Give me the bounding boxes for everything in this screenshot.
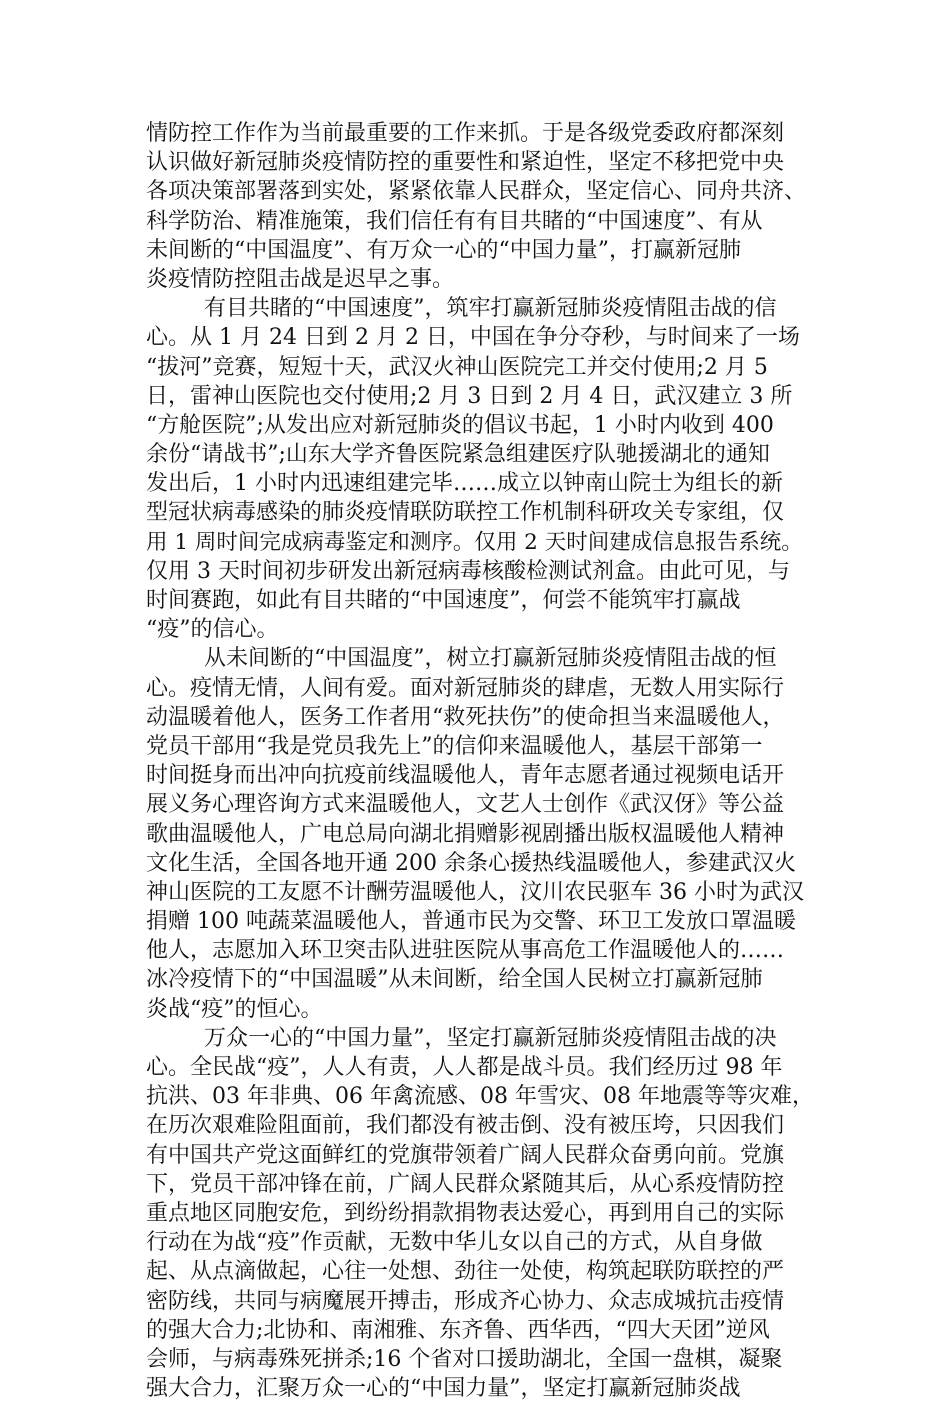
- text-line: 未间断的“中国温度”、有万众一心的“中国力量”，打赢新冠肺: [146, 237, 741, 263]
- text-line: 歌曲温暖他人，广电总局向湖北捐赠影视剧播出版权温暖他人精神: [146, 821, 785, 847]
- text-line: 神山医院的工友愿不计酬劳温暖他人，汶川农民驱车 36 小时为武汉: [146, 879, 804, 905]
- text-line: 炎战“疫”的恒心。: [146, 996, 323, 1022]
- text-line: 会师，与病毒殊死拼杀;16 个省对口援助湖北，全国一盘棋，凝聚: [146, 1346, 783, 1372]
- text-line: 用 1 周时间完成病毒鉴定和测序。仅用 2 天时间建成信息报告系统。: [146, 529, 803, 555]
- text-line: 密防线，共同与病魔展开搏击，形成齐心协力、众志成城抗击疫情: [146, 1288, 785, 1314]
- paragraph-start-line: 从未间断的“中国温度”，树立打赢新冠肺炎疫情阻击战的恒: [204, 646, 777, 672]
- text-line: 强大合力，汇聚万众一心的“中国力量”，坚定打赢新冠肺炎战: [146, 1376, 741, 1402]
- text-line: 有中国共产党这面鲜红的党旗带领着广阔人民群众奋勇向前。党旗: [146, 1142, 785, 1168]
- text-line: 重点地区同胞安危，到纷纷捐款捐物表达爱心，再到用自己的实际: [146, 1200, 785, 1226]
- document-body: [146, 119, 814, 1403]
- text-line: 的强大合力;北协和、南湘雅、东齐鲁、西华西，“四大天团”逆风: [146, 1317, 770, 1343]
- text-line: 日，雷神山医院也交付使用;2 月 3 日到 2 月 4 日，武汉建立 3 所: [146, 383, 793, 409]
- text-line: “疫”的信心。: [146, 617, 279, 643]
- text-line: “方舱医院”;从发出应对新冠肺炎的倡议书起，1 小时内收到 400: [146, 412, 774, 438]
- text-line: 各项决策部署落到实处，紧紧依靠人民群众，坚定信心、同舟共济、: [146, 179, 807, 205]
- text-line: 文化生活，全国各地开通 200 余条心援热线温暖他人，参建武汉火: [146, 850, 796, 876]
- text-line: 心。从 1 月 24 日到 2 月 2 日，中国在争分夺秒，与时间来了一场: [146, 325, 800, 351]
- text-line: 捐赠 100 吨蔬菜温暖他人，普通市民为交警、环卫工发放口罩温暖: [146, 909, 796, 935]
- text-line: 抗洪、03 年非典、06 年禽流感、08 年雪灾、08 年地震等等灾难，: [146, 1084, 814, 1110]
- text-line: 时间赛跑，如此有目共睹的“中国速度”，何尝不能筑牢打赢战: [146, 588, 741, 613]
- text-line: 情防控工作作为当前最重要的工作来抓。于是各级党委政府都深刻: [146, 121, 785, 146]
- text-line: 行动在为战“疫”作贡献，无数中华儿女以自己的方式，从自身做: [146, 1230, 763, 1256]
- text-line: 心。疫情无情，人间有爱。面对新冠肺炎的肆虐，无数人用实际行: [146, 675, 785, 701]
- text-line: 展义务心理咨询方式来温暖他人，文艺人士创作《武汉伢》等公益: [146, 792, 785, 818]
- text-line: 科学防治、精准施策，我们信任有有目共睹的“中国速度”、有从: [146, 208, 763, 234]
- text-line: 炎疫情防控阻击战是迟早之事。: [146, 266, 455, 292]
- text-line: 他人，志愿加入环卫突击队进驻医院从事高危工作温暖他人的……: [146, 938, 785, 964]
- text-line: 心。全民战“疫”，人人有责，人人都是战斗员。我们经历过 98 年: [146, 1055, 783, 1080]
- text-line: 在历次艰难险阻面前，我们都没有被击倒、没有被压垮，只因我们: [146, 1113, 785, 1139]
- text-line: 认识做好新冠肺炎疫情防控的重要性和紧迫性，坚定不移把党中央: [146, 150, 785, 176]
- text-line: 冰冷疫情下的“中国温暖”从未间断，给全国人民树立打赢新冠肺: [146, 967, 763, 993]
- text-line: 起、从点滴做起，心往一处想、劲往一处使，构筑起联防联控的严: [146, 1259, 785, 1285]
- text-line: 时间挺身而出冲向抗疫前线温暖他人，青年志愿者通过视频电话开: [146, 763, 785, 789]
- text-line: 动温暖着他人，医务工作者用“救死扶伤”的使命担当来温暖他人，: [146, 704, 785, 730]
- text-line: 仅用 3 天时间初步研发出新冠病毒核酸检测试剂盒。由此可见，与: [146, 558, 790, 584]
- text-line: 下，党员干部冲锋在前，广阔人民群众紧随其后，从心系疫情防控: [146, 1171, 785, 1197]
- paragraph-start-line: 有目共睹的“中国速度”，筑牢打赢新冠肺炎疫情阻击战的信: [204, 296, 777, 322]
- text-line: 余份“请战书”;山东大学齐鲁医院紧急组建医疗队驰援湖北的通知: [146, 442, 770, 468]
- text-line: “拔河”竞赛，短短十天，武汉火神山医院完工并交付使用;2 月 5: [146, 354, 768, 380]
- paragraph-start-line: 万众一心的“中国力量”，坚定打赢新冠肺炎疫情阻击战的决: [204, 1025, 777, 1051]
- text-line: 发出后，1 小时内迅速组建完毕……成立以钟南山院士为组长的新: [146, 471, 783, 497]
- text-line: 型冠状病毒感染的肺炎疫情联防联控工作机制科研攻关专家组，仅: [146, 500, 785, 526]
- text-line: 党员干部用“我是党员我先上”的信仰来温暖他人，基层干部第一: [146, 733, 763, 759]
